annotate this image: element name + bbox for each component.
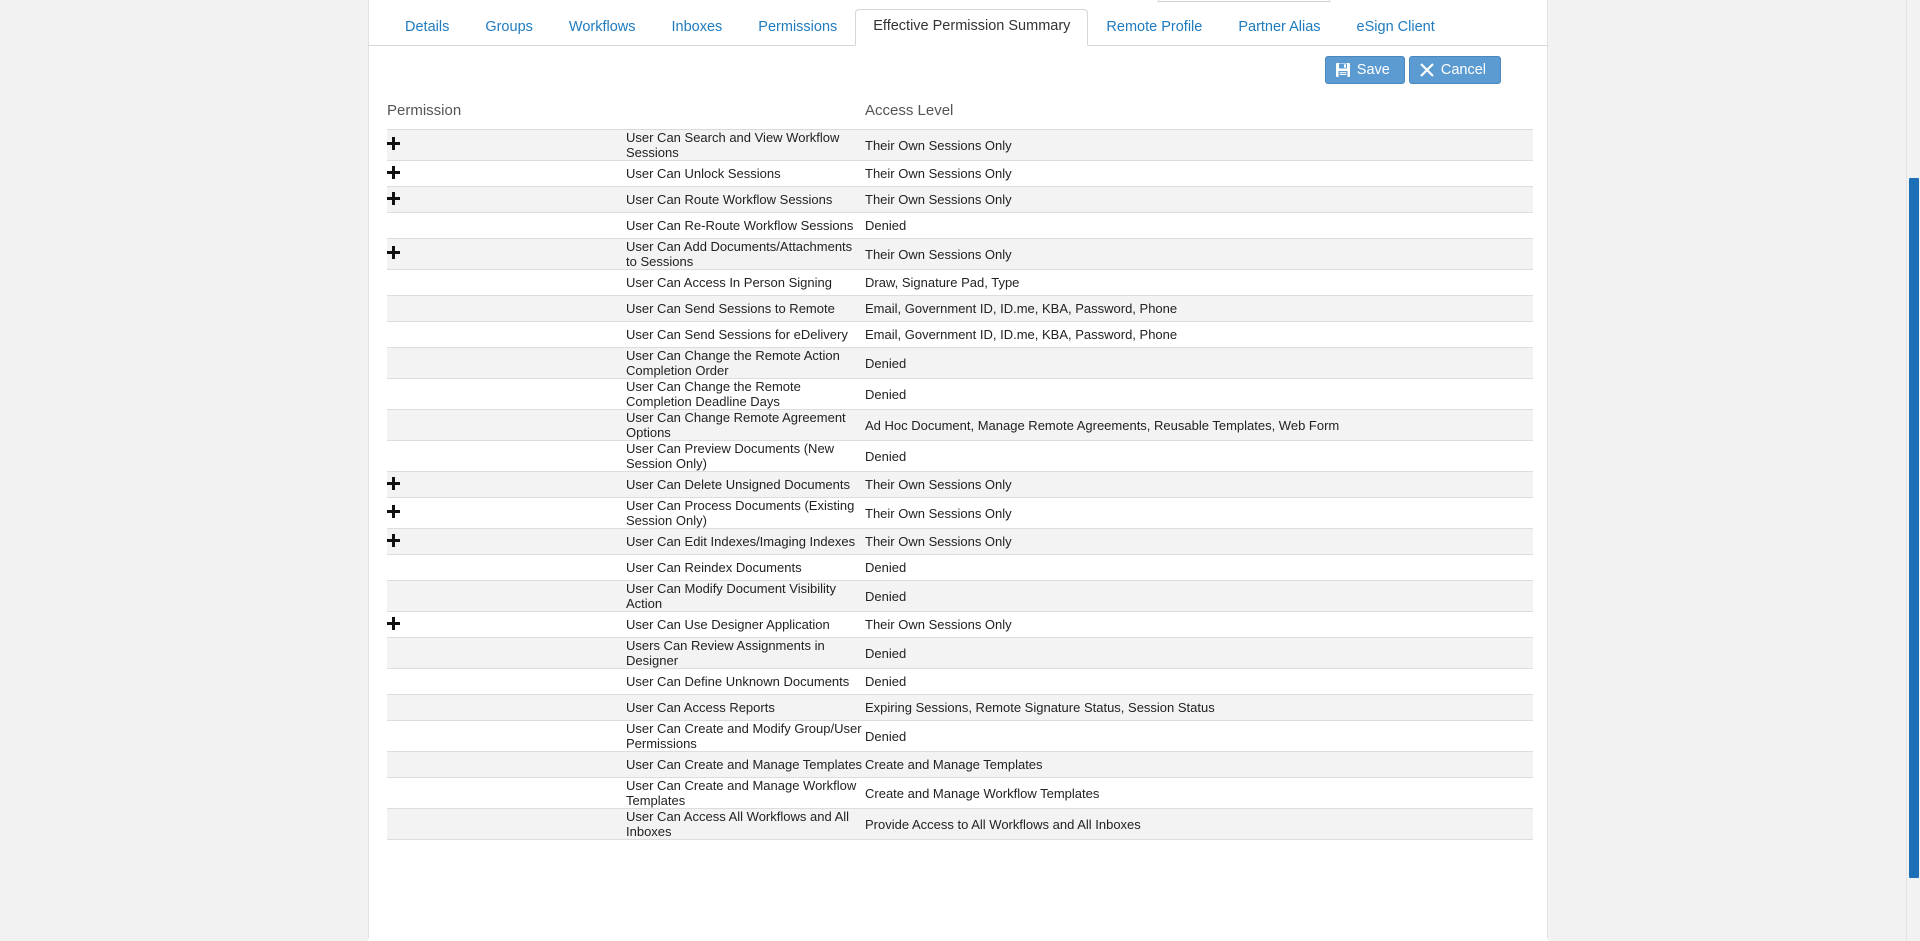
expand-cell <box>387 555 626 581</box>
access-level-value: Denied <box>865 721 1533 752</box>
permission-name: User Can Add Documents/Attachments to Sessions <box>626 239 865 270</box>
tab-esign-client[interactable]: eSign Client <box>1356 19 1435 35</box>
cancel-button[interactable] <box>1409 56 1501 84</box>
access-level-value: Their Own Sessions Only <box>865 472 1533 498</box>
access-level-value: Denied <box>865 581 1533 612</box>
table-row <box>387 348 1533 379</box>
tab-partner-alias[interactable]: Partner Alias <box>1238 19 1321 35</box>
access-level-value: Their Own Sessions Only <box>865 239 1533 270</box>
expand-cell[interactable] <box>387 472 626 498</box>
cancel-button-label: Cancel <box>1440 62 1486 78</box>
permission-name: User Can Send Sessions to Remote <box>626 296 865 322</box>
expand-cell <box>387 322 626 348</box>
expand-cell <box>387 270 626 296</box>
save-button-label: Save <box>1356 62 1390 78</box>
table-row <box>387 721 1533 752</box>
table-row <box>387 669 1533 695</box>
table-row <box>387 472 1533 498</box>
expand-cell[interactable] <box>387 130 626 161</box>
left-gutter <box>0 0 368 941</box>
table-row <box>387 752 1533 778</box>
table-row <box>387 296 1533 322</box>
table-row <box>387 695 1533 721</box>
permission-name: User Can Process Documents (Existing Session Only) <box>626 498 865 529</box>
access-level-value: Their Own Sessions Only <box>865 187 1533 213</box>
tab-bar <box>368 0 1548 46</box>
permission-name: User Can Preview Documents (New Session Only) <box>626 441 865 472</box>
permission-name: User Can Route Workflow Sessions <box>626 187 865 213</box>
access-level-value: Denied <box>865 669 1533 695</box>
table-row <box>387 529 1533 555</box>
plus-icon[interactable] <box>387 137 400 150</box>
table-row <box>387 379 1533 410</box>
expand-cell <box>387 410 626 441</box>
expand-cell <box>387 296 626 322</box>
expand-cell <box>387 809 626 840</box>
column-header-access-level: Access Level <box>865 98 1533 130</box>
table-row <box>387 239 1533 270</box>
permission-name: User Can Access Reports <box>626 695 865 721</box>
permission-name: User Can Change Remote Agreement Options <box>626 410 865 441</box>
permission-name: User Can Define Unknown Documents <box>626 669 865 695</box>
table-row <box>387 498 1533 529</box>
page-scrollbar[interactable] <box>1906 0 1920 941</box>
column-header-permission: Permission <box>387 98 865 130</box>
permission-name: User Can Access All Workflows and All Inboxes <box>626 809 865 840</box>
tab-effective-permission-summary[interactable]: Effective Permission Summary <box>855 9 1088 46</box>
permission-name: User Can Search and View Workflow Sessions <box>626 130 865 161</box>
access-level-value: Denied <box>865 555 1533 581</box>
permission-name: User Can Create and Manage Templates <box>626 752 865 778</box>
expand-cell <box>387 348 626 379</box>
access-level-value: Ad Hoc Document, Manage Remote Agreements, Reusable Templates, Web Form <box>865 410 1533 441</box>
tab-remote-profile[interactable]: Remote Profile <box>1106 19 1203 35</box>
table-row <box>387 322 1533 348</box>
access-level-value: Create and Manage Templates <box>865 752 1533 778</box>
table-header-row <box>387 98 1533 130</box>
table-row <box>387 187 1533 213</box>
tab-details[interactable]: Details <box>405 19 450 35</box>
access-level-value: Denied <box>865 348 1533 379</box>
access-level-value: Denied <box>865 213 1533 239</box>
permission-name: User Can Access In Person Signing <box>626 270 865 296</box>
table-row <box>387 270 1533 296</box>
access-level-value: Provide Access to All Workflows and All Inboxes <box>865 809 1533 840</box>
x-icon <box>1419 62 1435 78</box>
permission-name: Users Can Review Assignments in Designer <box>626 638 865 669</box>
action-buttons <box>1325 56 1501 84</box>
permission-name: User Can Create and Modify Group/User Permissions <box>626 721 865 752</box>
expand-cell <box>387 778 626 809</box>
table-row <box>387 130 1533 161</box>
plus-icon[interactable] <box>387 192 400 205</box>
expand-cell <box>387 721 626 752</box>
tab-workflows[interactable]: Workflows <box>568 19 636 35</box>
expand-cell[interactable] <box>387 612 626 638</box>
permission-name: User Can Change the Remote Action Completion Order <box>626 348 865 379</box>
plus-icon[interactable] <box>387 477 400 490</box>
access-level-value: Their Own Sessions Only <box>865 612 1533 638</box>
right-gutter <box>1548 0 1920 941</box>
expand-cell <box>387 638 626 669</box>
table-row <box>387 441 1533 472</box>
access-level-value: Expiring Sessions, Remote Signature Status, Session Status <box>865 695 1533 721</box>
permission-name: User Can Create and Manage Workflow Templates <box>626 778 865 809</box>
expand-cell <box>387 379 626 410</box>
permission-name: User Can Send Sessions for eDelivery <box>626 322 865 348</box>
access-level-value: Their Own Sessions Only <box>865 161 1533 187</box>
access-level-value: Their Own Sessions Only <box>865 529 1533 555</box>
access-level-value: Their Own Sessions Only <box>865 130 1533 161</box>
table-row <box>387 410 1533 441</box>
access-level-value: Draw, Signature Pad, Type <box>865 270 1533 296</box>
scrollbar-thumb[interactable] <box>1909 178 1919 878</box>
panel-right-edge <box>1547 0 1548 941</box>
expand-cell <box>387 695 626 721</box>
table-row <box>387 778 1533 809</box>
permission-name: User Can Change the Remote Completion Deadline Days <box>626 379 865 410</box>
tab-groups[interactable]: Groups <box>485 19 533 35</box>
table-row <box>387 809 1533 840</box>
plus-icon[interactable] <box>387 617 400 630</box>
expand-cell[interactable] <box>387 239 626 270</box>
plus-icon[interactable] <box>387 246 400 259</box>
access-level-value: Denied <box>865 441 1533 472</box>
expand-cell[interactable] <box>387 529 626 555</box>
expand-cell <box>387 441 626 472</box>
permission-name: User Can Reindex Documents <box>626 555 865 581</box>
access-level-value: Email, Government ID, ID.me, KBA, Password, Phone <box>865 296 1533 322</box>
permission-name: User Can Re-Route Workflow Sessions <box>626 213 865 239</box>
tab-inboxes[interactable]: Inboxes <box>671 19 723 35</box>
expand-cell[interactable] <box>387 187 626 213</box>
table-row <box>387 638 1533 669</box>
access-level-value: Email, Government ID, ID.me, KBA, Password, Phone <box>865 322 1533 348</box>
table-row <box>387 612 1533 638</box>
expand-cell[interactable] <box>387 498 626 529</box>
permission-name: User Can Edit Indexes/Imaging Indexes <box>626 529 865 555</box>
access-level-value: Create and Manage Workflow Templates <box>865 778 1533 809</box>
expand-cell <box>387 669 626 695</box>
access-level-value: Denied <box>865 379 1533 410</box>
table-row <box>387 161 1533 187</box>
permission-summary-table <box>387 98 1533 840</box>
floppy-disk-icon <box>1335 62 1351 78</box>
table-row <box>387 213 1533 239</box>
access-level-value: Their Own Sessions Only <box>865 498 1533 529</box>
permission-name: User Can Delete Unsigned Documents <box>626 472 865 498</box>
expand-cell <box>387 752 626 778</box>
plus-icon[interactable] <box>387 505 400 518</box>
tab-permissions[interactable]: Permissions <box>758 19 838 35</box>
expand-cell <box>387 581 626 612</box>
access-level-value: Denied <box>865 638 1533 669</box>
table-row <box>387 555 1533 581</box>
expand-cell <box>387 213 626 239</box>
table-row <box>387 581 1533 612</box>
panel-left-edge <box>368 0 369 941</box>
permission-name: User Can Unlock Sessions <box>626 161 865 187</box>
permission-name: User Can Modify Document Visibility Action <box>626 581 865 612</box>
plus-icon[interactable] <box>387 166 400 179</box>
plus-icon[interactable] <box>387 534 400 547</box>
expand-cell[interactable] <box>387 161 626 187</box>
save-button[interactable] <box>1325 56 1405 84</box>
content-panel <box>368 0 1548 941</box>
permission-name: User Can Use Designer Application <box>626 612 865 638</box>
